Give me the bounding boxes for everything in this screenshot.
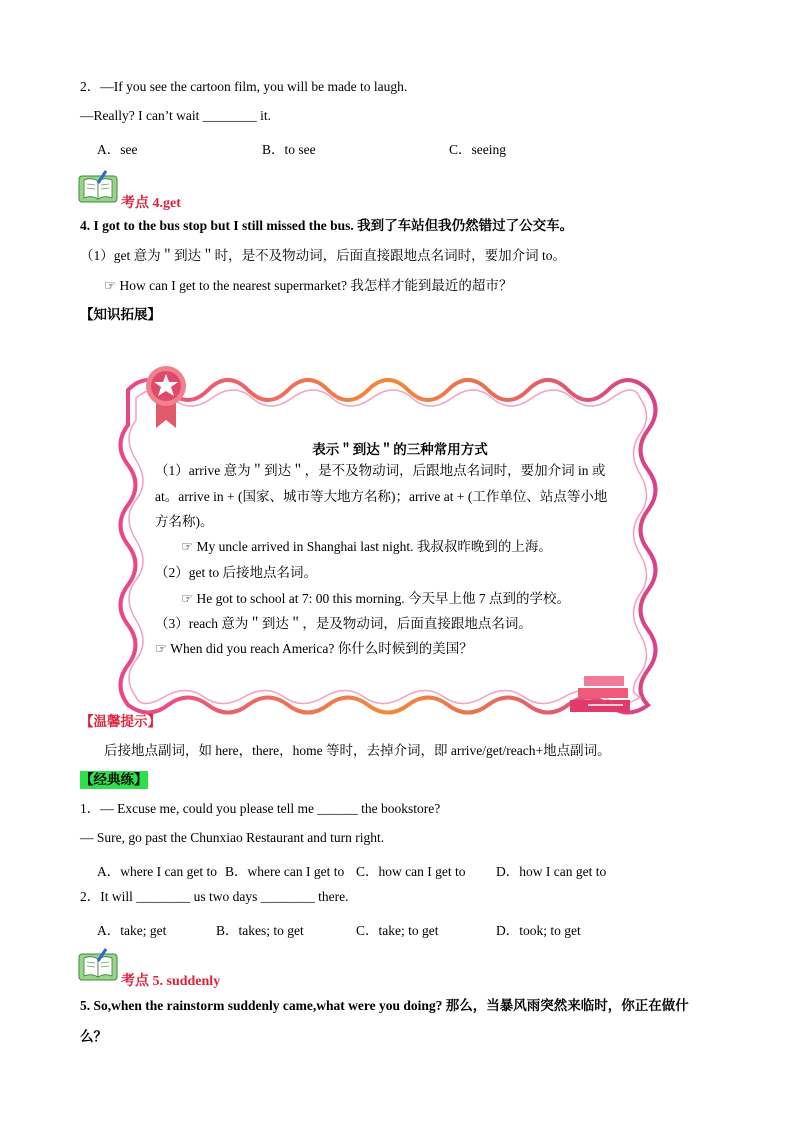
- practice-q2: 2．It will ________ us two days ________ there.: [80, 889, 349, 904]
- option-b: B．to see: [262, 142, 316, 157]
- point-5-sentence-cont: 么？: [80, 1029, 107, 1044]
- practice-q1-answer: — Sure, go past the Chunxiao Restaurant and turn right.: [80, 830, 385, 845]
- box-line-get-to: （2）get to 后接地点名词。: [155, 565, 317, 580]
- practice-q1-option-d: D．how I can get to: [496, 864, 607, 879]
- book-pencil-icon: [78, 948, 118, 982]
- box-example-1: ☞ My uncle arrived in Shanghai last night. 我叔叔昨晚到的上海。: [181, 539, 552, 554]
- practice-label: 【经典练】: [80, 772, 148, 787]
- practice-q1: 1．— Excuse me, could you please tell me ______ the bookstore?: [80, 801, 441, 816]
- option-a: A．see: [97, 142, 138, 157]
- box-line-3: 方名称)。: [155, 514, 214, 529]
- box-example-2: ☞ He got to school at 7: 00 this morning. 今天早上他 7 点到的学校。: [181, 591, 570, 606]
- box-line-1: （1）arrive 意为＂到达＂，是不及物动词，后跟地点名词时，要加介词 in 或: [155, 463, 606, 478]
- practice-q2-option-a: A．take; get: [97, 923, 167, 938]
- practice-q1-option-a: A．where I can get to: [97, 864, 217, 879]
- ribbon-badge-icon: [146, 366, 186, 428]
- box-line-2: at。arrive in + (国家、城市等大地方名称)；arrive at + (工作单位、站点等小地: [155, 489, 608, 504]
- knowledge-expand-label: 【知识拓展】: [80, 307, 161, 322]
- point-4-sentence: 4. I got to the bus stop but I still missed the bus. 我到了车站但我仍然错过了公交车。: [80, 218, 574, 233]
- tip-label: 【温馨提示】: [80, 714, 161, 729]
- point-4-heading: 考点 4.get: [121, 196, 181, 211]
- book-stack-icon: [570, 676, 630, 712]
- practice-q1-option-b: B．where can I get to: [225, 864, 345, 879]
- point-5-sentence: 5. So,when the rainstorm suddenly came,what were you doing? 那么，当暴风雨突然来临时，你正在做什: [80, 998, 689, 1013]
- tip-text: 后接地点副词，如 here，there，home 等时，去掉介词，即 arrive/get/reach+地点副词。: [104, 743, 611, 758]
- question-2-text: 2．—If you see the cartoon film, you will be made to laugh.: [80, 79, 408, 94]
- box-example-3: ☞ When did you reach America? 你什么时候到的美国？: [155, 641, 473, 656]
- practice-q2-option-d: D．took; to get: [496, 923, 581, 938]
- point-5-heading: 考点 5. suddenly: [121, 974, 221, 989]
- practice-q2-option-b: B．takes; to get: [216, 923, 304, 938]
- box-line-reach: （3）reach 意为＂到达＂，是及物动词，后面直接跟地点名词。: [155, 616, 532, 631]
- practice-q1-option-c: C．how can I get to: [356, 864, 466, 879]
- practice-q2-option-c: C．take; to get: [356, 923, 439, 938]
- book-pencil-icon: [78, 170, 118, 204]
- point-4-example: ☞ How can I get to the nearest supermarket? 我怎样才能到最近的超市？: [104, 278, 513, 293]
- point-4-note: （1）get 意为＂到达＂时，是不及物动词，后面直接跟地点名词时，要加介词 to。: [80, 248, 566, 263]
- option-c: C．seeing: [449, 142, 506, 157]
- box-title: 表示＂到达＂的三种常用方式: [312, 442, 488, 457]
- question-2-blank-line: —Really? I can’t wait ________ it.: [80, 108, 271, 123]
